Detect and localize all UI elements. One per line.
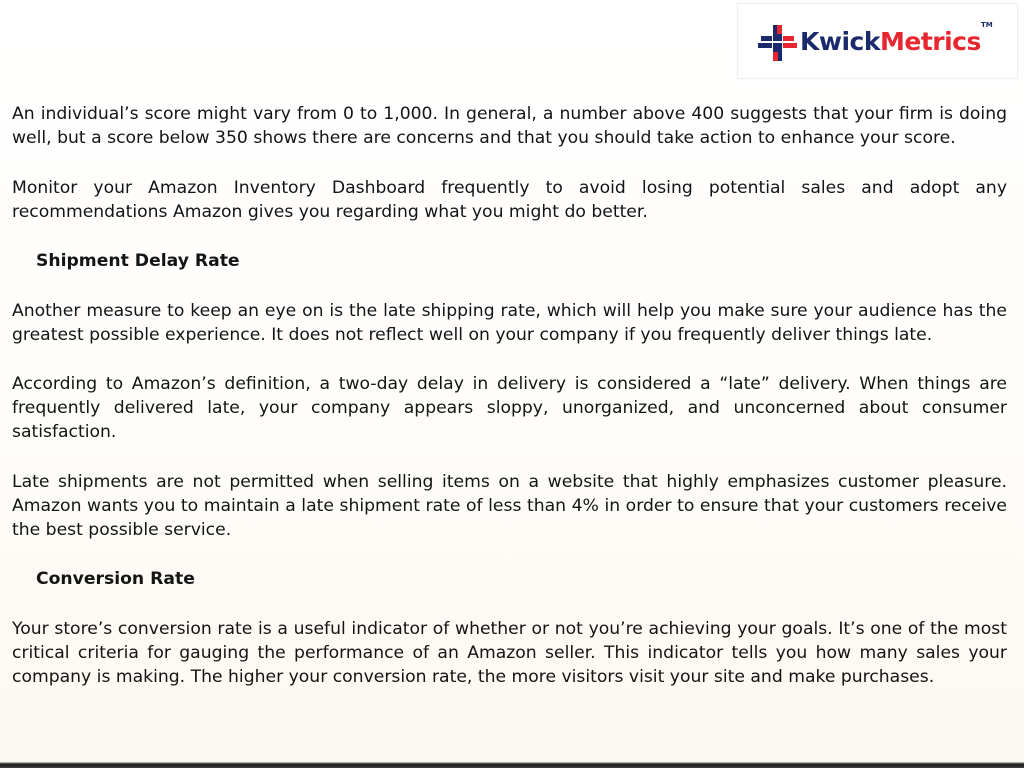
document-body xyxy=(12,102,1007,714)
paragraph-conversion-rate: Your store’s conversion rate is a useful indicator of whether or not you’re achieving your goals. It’s one of the most critical criteria for gauging the performance of an Amazon seller. This indicator tells you how many sales your company is making. The higher your conversion rate, the more visitors visit your site and make purchases. xyxy=(12,618,1007,687)
bottom-border xyxy=(0,762,1024,768)
logo-text-kwick: Kwick xyxy=(800,27,880,56)
logo-wordmark xyxy=(800,24,981,60)
heading-shipment-delay-rate: Shipment Delay Rate xyxy=(36,251,240,271)
trademark-symbol: TM xyxy=(981,21,993,29)
paragraph-score-range: An individual’s score might vary from 0 to 1,000. In general, a number above 400 suggests that your firm is doing well, but a score below 350 shows there are concerns and that you should take action to enhance your score. xyxy=(12,104,1007,148)
cross-arrows-logo-icon xyxy=(757,23,797,63)
heading-conversion-rate: Conversion Rate xyxy=(36,569,195,589)
paragraph-inventory-dashboard: Monitor your Amazon Inventory Dashboard frequently to avoid losing potential sales and adopt any recommendations Amazon gives you regarding what you might do better. xyxy=(12,177,1007,222)
paragraph-late-shipping-rate: Another measure to keep an eye on is the late shipping rate, which will help you make sure your audience has the greatest possible experience. It does not reflect well on your company if you frequently deliver things late. xyxy=(12,300,1007,345)
paragraph-late-definition: According to Amazon’s definition, a two-day delay in delivery is considered a “late” delivery. When things are frequently delivered late, your company appears sloppy, unorganized, and unconcerned about consumer satisfaction. xyxy=(12,374,1007,442)
logo-text-metrics: Metrics xyxy=(879,27,981,56)
paragraph-late-shipment-target: Late shipments are not permitted when selling items on a website that highly emphasizes customer pleasure. Amazon wants you to maintain a late shipment rate of less than 4% in order to ensure that your customers receive the best possible service. xyxy=(12,471,1007,540)
kwickmetrics-logo xyxy=(737,3,1018,79)
